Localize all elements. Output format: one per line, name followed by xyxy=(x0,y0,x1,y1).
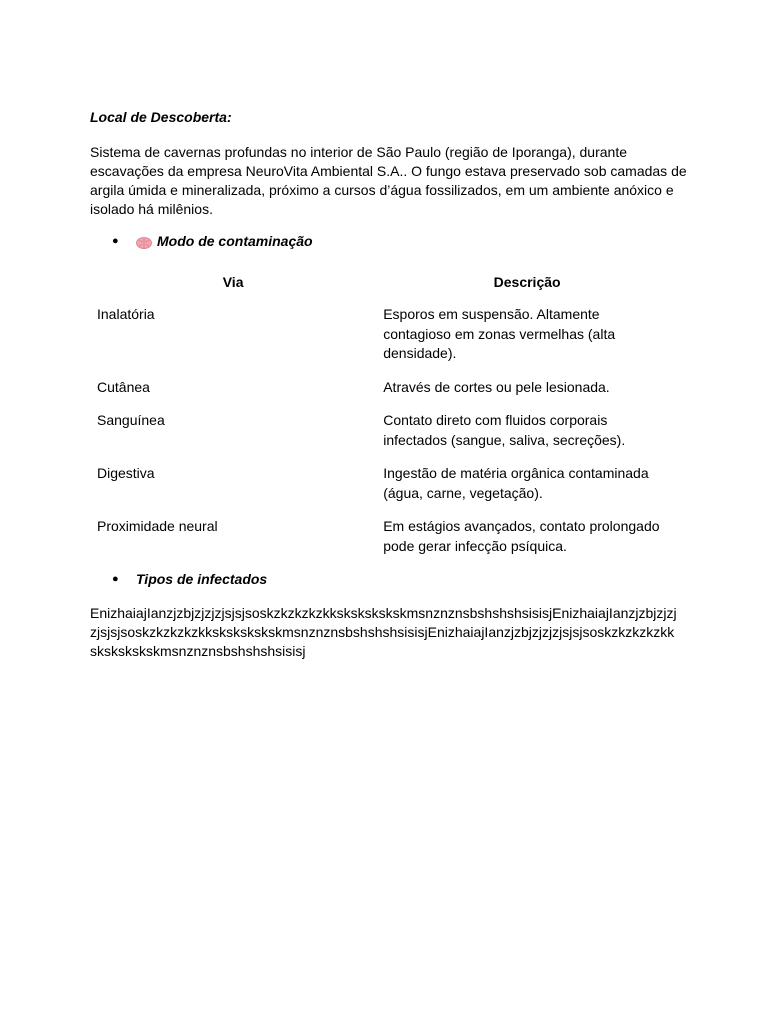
cell-via: Sanguínea xyxy=(97,412,165,428)
discovery-paragraph: Sistema de cavernas profundas no interior de São Paulo (região de Iporanga), durante escavações da empresa NeuroVita Ambiental S.A.. O fungo estava preservado sob camadas de argila úmida e mineralizada, próximo a cursos d’água fossilizados, em um ambiente anóxico e isolado há milênios. xyxy=(90,144,687,217)
cell-desc: Esporos em suspensão. Altamente contagioso em zonas vermelhas (alta densidade). xyxy=(383,306,616,361)
bullet-label: Tipos de infectados xyxy=(136,571,268,587)
bullet-infected-types xyxy=(112,571,267,588)
table-row xyxy=(90,408,678,461)
cell-via: Proximidade neural xyxy=(97,518,218,534)
cell-desc: Contato direto com fluidos corporais infectados (sangue, saliva, secreções). xyxy=(383,412,626,448)
cell-via: Cutânea xyxy=(97,378,150,395)
bullet-contamination xyxy=(112,233,313,250)
header-via: Via xyxy=(222,274,244,290)
cell-desc: Em estágios avançados, contato prolongado pode gerar infecção psíquica. xyxy=(383,518,660,554)
junk-paragraph: EnizhaiajIanzjzbjzjzjzjsjsjsoskzkzkzkzkkskskskskskmsnznznsbshshshsisisjEnizhaiajIanzjzbjzjzjzjsjsjsoskzkzkzkzkkskskskskskmsnznznsbshshshsisisjEnizhaiajIanzjzbjzjzjzjsjsjsoskzkzkzkzkkskskskskskmsnznznsbshshshsisisj xyxy=(90,605,677,659)
table-row xyxy=(90,514,678,567)
bullet-marker: ● xyxy=(112,573,119,585)
table-header-row xyxy=(90,268,678,302)
table-row xyxy=(90,461,678,514)
contamination-table xyxy=(90,268,678,567)
section-heading: Local de Descoberta: xyxy=(90,109,232,125)
table-row xyxy=(90,375,678,409)
cell-desc: Ingestão de matéria orgânica contaminada (água, carne, vegetação). xyxy=(383,465,649,501)
cell-desc: Através de cortes ou pele lesionada. xyxy=(383,378,610,395)
brain-icon xyxy=(136,236,152,248)
cell-via: Digestiva xyxy=(97,465,155,481)
bullet-label: Modo de contaminação xyxy=(157,233,313,249)
cell-via: Inalatória xyxy=(97,306,155,322)
header-descricao: Descrição xyxy=(493,274,561,290)
table-row xyxy=(90,302,678,375)
bullet-marker: ● xyxy=(112,235,119,247)
